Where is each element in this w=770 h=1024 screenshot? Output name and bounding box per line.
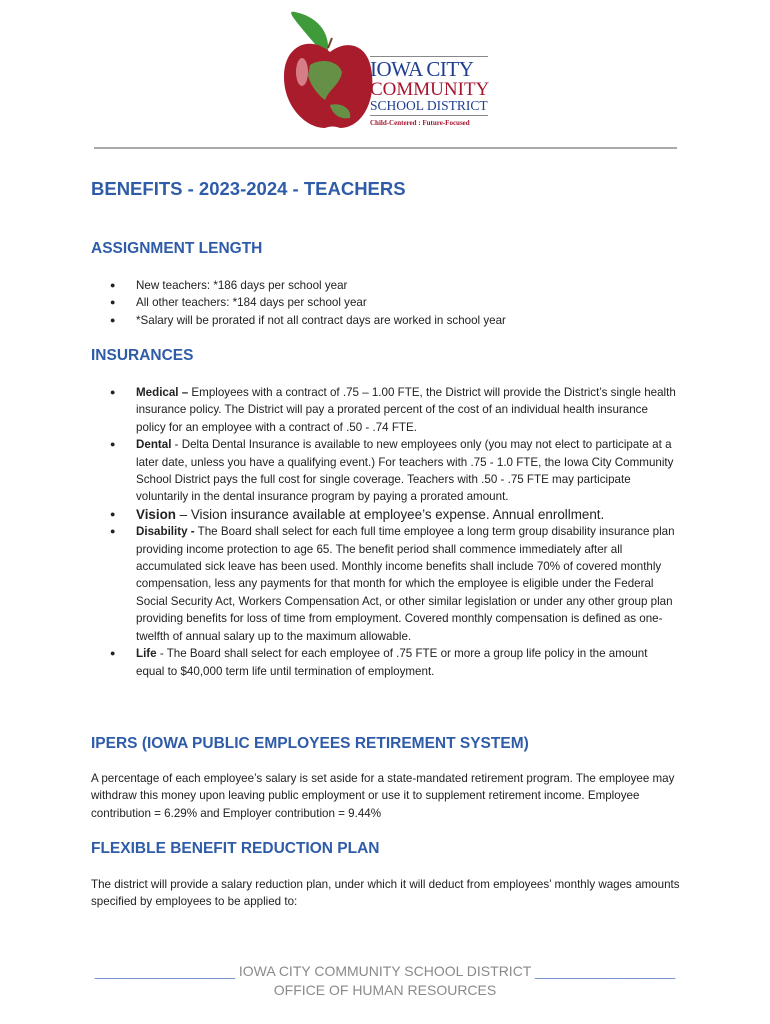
- flex-text: The district will provide a salary reduction plan, under which it will deduct from employees’ monthly wages amounts specified by employees to be applied to:: [91, 878, 680, 909]
- logo-line3: SCHOOL DISTRICT: [370, 99, 488, 116]
- list-item-vision: [110, 506, 678, 523]
- footer-district: IOWA CITY COMMUNITY SCHOOL DISTRICT: [238, 963, 532, 979]
- list-item: ● New teachers: *186 days per school year: [110, 277, 678, 294]
- item-text: - The Board shall select for each employee of .75 FTE or more a group life policy in the amount equal to $40,000 term life until termination of employment.: [136, 647, 648, 678]
- assignment-heading: ASSIGNMENT LENGTH: [91, 240, 263, 257]
- item-text: The Board shall select for each full time employee a long term group disability insurance plan providing income protection to age 65. The benefit period shall commence immediately after all accumulated sick leave has been used. Monthly income benefits shall include 70% of covered monthly compensation, less any payments for that month for which the employee is eligible under the Federal Social Security Act, Workers Compensation Act, or other similar legislation or under any other group plan providing benefits for loss of time from employment. Covered monthly compensation is defined as one-twelfth of annual salary up to the maximum allowable.: [136, 525, 675, 643]
- insurances-heading: INSURANCES: [91, 347, 194, 364]
- logo-line1: IOWA CITY: [370, 56, 488, 80]
- item-label: Disability -: [136, 525, 195, 539]
- list-item: ● All other teachers: *184 days per school year: [110, 294, 678, 311]
- assignment-list: [110, 277, 678, 329]
- item-text: - Delta Dental Insurance is available to new employees only (you may not elect to participate at a later date, unless you have a qualifying event.) For teachers with .75 - 1.0 FTE, the Iowa City Community School District pays the full cost for single coverage. Teachers with .50 - .75 FTE may participate voluntarily in the dental insurance program by paying a prorated amount.: [136, 438, 674, 504]
- logo-line2: COMMUNITY: [370, 79, 490, 100]
- insurances-list: [110, 384, 678, 680]
- item-label: Medical –: [136, 386, 189, 399]
- list-item-life: [110, 645, 678, 680]
- list-item-dental: [110, 436, 678, 506]
- ipers-heading: IPERS (IOWA PUBLIC EMPLOYEES RETIREMENT SYSTEM): [91, 735, 529, 752]
- item-label: Dental: [136, 438, 172, 452]
- flex-heading: FLEXIBLE BENEFIT REDUCTION PLAN: [91, 840, 380, 857]
- page-title: BENEFITS - 2023-2024 - TEACHERS: [91, 178, 406, 199]
- list-item-disability: [110, 523, 678, 645]
- item-label: Vision: [136, 506, 176, 522]
- footer-rule-left: __________________: [94, 963, 235, 979]
- list-item-medical: [110, 384, 678, 436]
- header-divider: [94, 147, 677, 149]
- item-text: – Vision insurance available at employee’s expense. Annual enrollment.: [175, 506, 605, 522]
- item-label: Life: [136, 647, 157, 661]
- logo-tagline: Child-Centered : Future-Focused: [370, 119, 470, 127]
- footer-office: OFFICE OF HUMAN RESOURCES: [273, 982, 497, 998]
- list-item: ● *Salary will be prorated if not all contract days are worked in school year: [110, 312, 678, 329]
- footer-line1: [0, 963, 770, 979]
- ipers-text: A percentage of each employee’s salary is set aside for a state-mandated retirement program. The employee may withdraw this money upon leaving public employment or use it to supplement retirement income. Employee contribution = 6.29% and Employer contribution = 9.44%: [91, 772, 675, 820]
- footer-rule-right: __________________: [535, 963, 676, 979]
- item-text: Employees with a contract of .75 – 1.00 FTE, the District will provide the District’s single health insurance policy. The District will pay a prorated percent of the cost of an individual health insurance policy for an employee with a contract of .50 - .74 FTE.: [136, 386, 676, 434]
- district-logo-text: [370, 56, 488, 127]
